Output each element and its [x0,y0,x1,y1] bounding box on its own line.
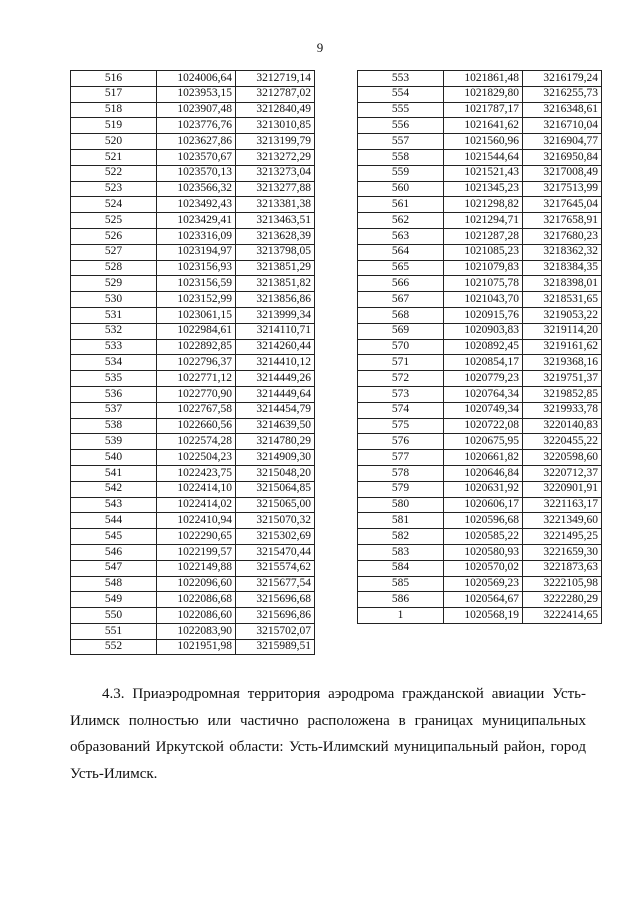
point-number-cell: 542 [71,481,157,497]
point-number-cell: 576 [358,434,444,450]
x-coordinate-cell: 1021287,28 [444,228,523,244]
point-number-cell: 556 [358,118,444,134]
y-coordinate-cell: 3213851,82 [236,276,315,292]
point-number-cell: 544 [71,513,157,529]
y-coordinate-cell: 3219368,16 [523,355,602,371]
table-row [358,450,602,466]
y-coordinate-cell: 3213463,51 [236,213,315,229]
table-row [358,576,602,592]
y-coordinate-cell: 3220140,83 [523,418,602,434]
x-coordinate-cell: 1021079,83 [444,260,523,276]
y-coordinate-cell: 3221163,17 [523,497,602,513]
table-row [71,244,315,260]
y-coordinate-cell: 3221659,30 [523,544,602,560]
x-coordinate-cell: 1022414,02 [157,497,236,513]
table-row [358,181,602,197]
body-paragraph: 4.3. Приаэродромная территория аэродрома гражданской авиации Усть-Илимск полностью или частично расположена в границах муниципальных образований Иркутской области: Усть-Илимский муниципальный район, город Усть-Илимск. [70,686,586,782]
table-row [71,497,315,513]
x-coordinate-cell: 1022290,65 [157,529,236,545]
x-coordinate-cell: 1020585,22 [444,529,523,545]
x-coordinate-cell: 1023953,15 [157,86,236,102]
y-coordinate-cell: 3218531,65 [523,292,602,308]
point-number-cell: 543 [71,497,157,513]
y-coordinate-cell: 3220598,60 [523,450,602,466]
point-number-cell: 570 [358,339,444,355]
y-coordinate-cell: 3217658,91 [523,213,602,229]
point-number-cell: 537 [71,402,157,418]
table-row [358,355,602,371]
y-coordinate-cell: 3214110,71 [236,323,315,339]
x-coordinate-cell: 1022767,58 [157,402,236,418]
point-number-cell: 566 [358,276,444,292]
y-coordinate-cell: 3222280,29 [523,592,602,608]
table-row [71,102,315,118]
y-coordinate-cell: 3215702,07 [236,623,315,639]
x-coordinate-cell: 1023907,48 [157,102,236,118]
point-number-cell: 549 [71,592,157,608]
table-row [71,513,315,529]
x-coordinate-cell: 1022574,28 [157,434,236,450]
table-row [358,71,602,87]
x-coordinate-cell: 1020606,17 [444,497,523,513]
point-number-cell: 545 [71,529,157,545]
x-coordinate-cell: 1020749,34 [444,402,523,418]
y-coordinate-cell: 3222414,65 [523,608,602,624]
point-number-cell: 573 [358,386,444,402]
table-row [358,544,602,560]
y-coordinate-cell: 3216348,61 [523,102,602,118]
point-number-cell: 516 [71,71,157,87]
x-coordinate-cell: 1021951,98 [157,639,236,655]
y-coordinate-cell: 3220455,22 [523,434,602,450]
point-number-cell: 567 [358,292,444,308]
y-coordinate-cell: 3215065,00 [236,497,315,513]
point-number-cell: 551 [71,623,157,639]
point-number-cell: 553 [358,71,444,87]
x-coordinate-cell: 1022414,10 [157,481,236,497]
table-row [71,529,315,545]
table-row [358,197,602,213]
point-number-cell: 578 [358,465,444,481]
x-coordinate-cell: 1020779,23 [444,371,523,387]
y-coordinate-cell: 3215048,20 [236,465,315,481]
point-number-cell: 575 [358,418,444,434]
point-number-cell: 571 [358,355,444,371]
point-number-cell: 579 [358,481,444,497]
point-number-cell: 581 [358,513,444,529]
x-coordinate-cell: 1023492,43 [157,197,236,213]
x-coordinate-cell: 1022410,94 [157,513,236,529]
y-coordinate-cell: 3214909,30 [236,450,315,466]
x-coordinate-cell: 1020722,08 [444,418,523,434]
table-row [71,276,315,292]
x-coordinate-cell: 1022660,56 [157,418,236,434]
y-coordinate-cell: 3217513,99 [523,181,602,197]
table-row [358,213,602,229]
x-coordinate-cell: 1023061,15 [157,307,236,323]
y-coordinate-cell: 3213856,86 [236,292,315,308]
y-coordinate-cell: 3213798,05 [236,244,315,260]
x-coordinate-cell: 1020570,02 [444,560,523,576]
y-coordinate-cell: 3215696,86 [236,608,315,624]
table-row [358,560,602,576]
y-coordinate-cell: 3220901,91 [523,481,602,497]
y-coordinate-cell: 3213999,34 [236,307,315,323]
y-coordinate-cell: 3213381,38 [236,197,315,213]
table-row [71,639,315,655]
x-coordinate-cell: 1020903,83 [444,323,523,339]
point-number-cell: 531 [71,307,157,323]
x-coordinate-cell: 1022892,85 [157,339,236,355]
point-number-cell: 532 [71,323,157,339]
point-number-cell: 523 [71,181,157,197]
x-coordinate-cell: 1022796,37 [157,355,236,371]
table-row [71,307,315,323]
y-coordinate-cell: 3214449,64 [236,386,315,402]
y-coordinate-cell: 3213273,04 [236,165,315,181]
point-number-cell: 555 [358,102,444,118]
table-row [71,228,315,244]
table-row [358,434,602,450]
x-coordinate-cell: 1023156,59 [157,276,236,292]
point-number-cell: 554 [358,86,444,102]
table-row [358,134,602,150]
y-coordinate-cell: 3221349,60 [523,513,602,529]
point-number-cell: 520 [71,134,157,150]
point-number-cell: 522 [71,165,157,181]
y-coordinate-cell: 3215470,44 [236,544,315,560]
y-coordinate-cell: 3219161,62 [523,339,602,355]
x-coordinate-cell: 1023570,67 [157,149,236,165]
x-coordinate-cell: 1022199,57 [157,544,236,560]
table-row [71,402,315,418]
table-row [358,481,602,497]
y-coordinate-cell: 3216710,04 [523,118,602,134]
y-coordinate-cell: 3215302,69 [236,529,315,545]
table-row [71,576,315,592]
point-number-cell: 582 [358,529,444,545]
x-coordinate-cell: 1024006,64 [157,71,236,87]
x-coordinate-cell: 1021345,23 [444,181,523,197]
x-coordinate-cell: 1022149,88 [157,560,236,576]
x-coordinate-cell: 1023429,41 [157,213,236,229]
y-coordinate-cell: 3219751,37 [523,371,602,387]
table-row [71,544,315,560]
table-row [358,307,602,323]
y-coordinate-cell: 3214449,26 [236,371,315,387]
coordinates-table-right [357,70,602,624]
table-row [358,323,602,339]
x-coordinate-cell: 1021787,17 [444,102,523,118]
y-coordinate-cell: 3219852,85 [523,386,602,402]
y-coordinate-cell: 3214410,12 [236,355,315,371]
x-coordinate-cell: 1021829,80 [444,86,523,102]
table-row [358,386,602,402]
point-number-cell: 559 [358,165,444,181]
point-number-cell: 517 [71,86,157,102]
point-number-cell: 552 [71,639,157,655]
table-row [358,244,602,260]
table-row [71,560,315,576]
point-number-cell: 527 [71,244,157,260]
y-coordinate-cell: 3220712,37 [523,465,602,481]
point-number-cell: 548 [71,576,157,592]
table-row [358,292,602,308]
coordinates-table-left [70,70,315,655]
y-coordinate-cell: 3218398,01 [523,276,602,292]
x-coordinate-cell: 1020854,17 [444,355,523,371]
x-coordinate-cell: 1022984,61 [157,323,236,339]
table-row [358,371,602,387]
x-coordinate-cell: 1023566,32 [157,181,236,197]
point-number-cell: 530 [71,292,157,308]
table-row [71,149,315,165]
x-coordinate-cell: 1020661,82 [444,450,523,466]
point-number-cell: 529 [71,276,157,292]
x-coordinate-cell: 1020580,93 [444,544,523,560]
y-coordinate-cell: 3221495,25 [523,529,602,545]
x-coordinate-cell: 1022771,12 [157,371,236,387]
table-row [71,197,315,213]
y-coordinate-cell: 3215696,68 [236,592,315,608]
table-row [71,481,315,497]
y-coordinate-cell: 3219053,22 [523,307,602,323]
y-coordinate-cell: 3216904,77 [523,134,602,150]
y-coordinate-cell: 3215574,62 [236,560,315,576]
point-number-cell: 538 [71,418,157,434]
table-row [358,260,602,276]
y-coordinate-cell: 3213199,79 [236,134,315,150]
table-row [358,165,602,181]
point-number-cell: 565 [358,260,444,276]
x-coordinate-cell: 1021544,64 [444,149,523,165]
table-row [358,418,602,434]
x-coordinate-cell: 1021294,71 [444,213,523,229]
table-row [71,260,315,276]
table-row [71,592,315,608]
point-number-cell: 561 [358,197,444,213]
point-number-cell: 585 [358,576,444,592]
table-row [358,497,602,513]
point-number-cell: 562 [358,213,444,229]
table-row [358,402,602,418]
x-coordinate-cell: 1020915,76 [444,307,523,323]
point-number-cell: 1 [358,608,444,624]
table-row [358,529,602,545]
x-coordinate-cell: 1023570,13 [157,165,236,181]
point-number-cell: 574 [358,402,444,418]
table-row [71,181,315,197]
y-coordinate-cell: 3215989,51 [236,639,315,655]
point-number-cell: 557 [358,134,444,150]
x-coordinate-cell: 1023156,93 [157,260,236,276]
x-coordinate-cell: 1022423,75 [157,465,236,481]
point-number-cell: 558 [358,149,444,165]
point-number-cell: 541 [71,465,157,481]
point-number-cell: 569 [358,323,444,339]
y-coordinate-cell: 3212787,02 [236,86,315,102]
y-coordinate-cell: 3212840,49 [236,102,315,118]
table-row [71,418,315,434]
y-coordinate-cell: 3217008,49 [523,165,602,181]
point-number-cell: 584 [358,560,444,576]
y-coordinate-cell: 3215064,85 [236,481,315,497]
x-coordinate-cell: 1020675,95 [444,434,523,450]
x-coordinate-cell: 1020892,45 [444,339,523,355]
y-coordinate-cell: 3215677,54 [236,576,315,592]
point-number-cell: 586 [358,592,444,608]
x-coordinate-cell: 1023776,76 [157,118,236,134]
point-number-cell: 560 [358,181,444,197]
page-number: 9 [316,40,324,55]
table-row [358,465,602,481]
y-coordinate-cell: 3219114,20 [523,323,602,339]
table-row [358,592,602,608]
point-number-cell: 580 [358,497,444,513]
x-coordinate-cell: 1021641,62 [444,118,523,134]
y-coordinate-cell: 3217680,23 [523,228,602,244]
y-coordinate-cell: 3213010,85 [236,118,315,134]
table-row [71,71,315,87]
x-coordinate-cell: 1023627,86 [157,134,236,150]
point-number-cell: 536 [71,386,157,402]
table-row [358,118,602,134]
point-number-cell: 526 [71,228,157,244]
table-row [71,450,315,466]
x-coordinate-cell: 1021521,43 [444,165,523,181]
table-row [358,86,602,102]
point-number-cell: 546 [71,544,157,560]
table-row [358,276,602,292]
point-number-cell: 547 [71,560,157,576]
y-coordinate-cell: 3213272,29 [236,149,315,165]
y-coordinate-cell: 3212719,14 [236,71,315,87]
x-coordinate-cell: 1020564,67 [444,592,523,608]
y-coordinate-cell: 3218362,32 [523,244,602,260]
table-row [71,86,315,102]
point-number-cell: 518 [71,102,157,118]
y-coordinate-cell: 3214780,29 [236,434,315,450]
table-row [71,608,315,624]
x-coordinate-cell: 1020631,92 [444,481,523,497]
point-number-cell: 583 [358,544,444,560]
point-number-cell: 519 [71,118,157,134]
point-number-cell: 550 [71,608,157,624]
point-number-cell: 539 [71,434,157,450]
x-coordinate-cell: 1020568,19 [444,608,523,624]
point-number-cell: 524 [71,197,157,213]
x-coordinate-cell: 1023152,99 [157,292,236,308]
point-number-cell: 572 [358,371,444,387]
x-coordinate-cell: 1023316,09 [157,228,236,244]
x-coordinate-cell: 1022083,90 [157,623,236,639]
point-number-cell: 540 [71,450,157,466]
table-row [71,434,315,450]
x-coordinate-cell: 1022096,60 [157,576,236,592]
point-number-cell: 568 [358,307,444,323]
point-number-cell: 528 [71,260,157,276]
x-coordinate-cell: 1021085,23 [444,244,523,260]
table-row [71,623,315,639]
point-number-cell: 525 [71,213,157,229]
point-number-cell: 563 [358,228,444,244]
table-row [71,134,315,150]
y-coordinate-cell: 3213628,39 [236,228,315,244]
y-coordinate-cell: 3215070,32 [236,513,315,529]
y-coordinate-cell: 3213851,29 [236,260,315,276]
table-row [71,323,315,339]
x-coordinate-cell: 1022086,68 [157,592,236,608]
x-coordinate-cell: 1020569,23 [444,576,523,592]
point-number-cell: 533 [71,339,157,355]
y-coordinate-cell: 3216255,73 [523,86,602,102]
point-number-cell: 534 [71,355,157,371]
table-row [71,165,315,181]
y-coordinate-cell: 3221873,63 [523,560,602,576]
table-row [71,213,315,229]
table-row [358,513,602,529]
x-coordinate-cell: 1021043,70 [444,292,523,308]
point-number-cell: 564 [358,244,444,260]
table-row [71,118,315,134]
y-coordinate-cell: 3214454,79 [236,402,315,418]
x-coordinate-cell: 1022504,23 [157,450,236,466]
x-coordinate-cell: 1020764,34 [444,386,523,402]
table-row [71,465,315,481]
table-row [358,102,602,118]
table-row [358,608,602,624]
y-coordinate-cell: 3219933,78 [523,402,602,418]
y-coordinate-cell: 3218384,35 [523,260,602,276]
table-row [358,228,602,244]
x-coordinate-cell: 1023194,97 [157,244,236,260]
y-coordinate-cell: 3214260,44 [236,339,315,355]
y-coordinate-cell: 3216950,84 [523,149,602,165]
table-row [71,355,315,371]
point-number-cell: 521 [71,149,157,165]
table-row [71,386,315,402]
point-number-cell: 577 [358,450,444,466]
x-coordinate-cell: 1021075,78 [444,276,523,292]
y-coordinate-cell: 3217645,04 [523,197,602,213]
x-coordinate-cell: 1022770,90 [157,386,236,402]
table-row [71,292,315,308]
y-coordinate-cell: 3214639,50 [236,418,315,434]
point-number-cell: 535 [71,371,157,387]
table-row [71,371,315,387]
table-row [71,339,315,355]
x-coordinate-cell: 1021861,48 [444,71,523,87]
table-row [358,339,602,355]
x-coordinate-cell: 1022086,60 [157,608,236,624]
y-coordinate-cell: 3216179,24 [523,71,602,87]
table-row [358,149,602,165]
x-coordinate-cell: 1021560,96 [444,134,523,150]
x-coordinate-cell: 1020596,68 [444,513,523,529]
y-coordinate-cell: 3213277,88 [236,181,315,197]
x-coordinate-cell: 1021298,82 [444,197,523,213]
x-coordinate-cell: 1020646,84 [444,465,523,481]
y-coordinate-cell: 3222105,98 [523,576,602,592]
